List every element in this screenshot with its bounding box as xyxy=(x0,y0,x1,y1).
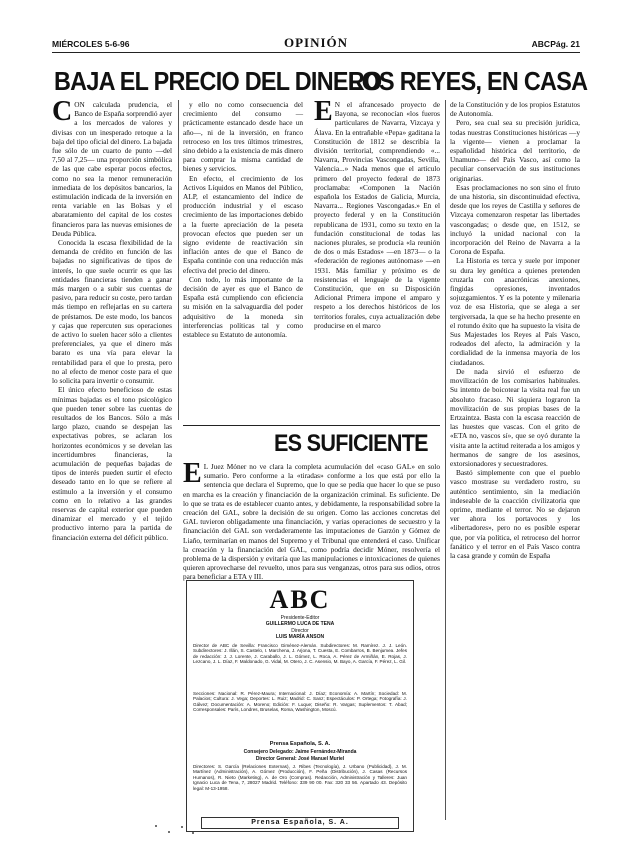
header-rule xyxy=(52,52,580,53)
dinero-paragraph: CON calculada prudencia, el Banco de España sorprendió ayer a los mercados de valores y divisas con un inesperado retoque a la baja del tipo oficial del dinero. La bajada fue sólo de un cuarto de punto —del 7,50 al 7,25— una proporción simbólica de las que cabe esperar pocos efectos, como no sea la menor remuneración inmediata de los depósitos bancarios, la estimulación indicada de la inversión en renta variable en las Bolsas y el abaratamiento del capital de los costes financieros para las nuevas emisiones de Deuda Pública. xyxy=(52,96,172,238)
dinero-column-1 xyxy=(52,96,172,818)
dinero-paragraph: Con todo, lo más importante de la decisión de ayer es que el Banco de España está cumpliendo con eficiencia su misión en la salvaguardia del poder adquisitivo de la moneda sin interferencias políticas tal y como establece su Estatuto de autonomía. xyxy=(183,274,303,340)
dinero-column-2 xyxy=(183,100,303,420)
masthead-staff: Director de ABC de Sevilla: Francisco Giménez-Alemán. Subdirectores: M. Ramírez. J. J. León. Subdirectores: J. Illán, S. Castelo, I. Marchena, J. Arjona, T. Cuesta, E. Combarros, B. Benjumea. Jefes de redacción: J. J. Lorente, J. Caraballo, J. L. Gómez, L. Roca, A. Pérez de Armiñán, E. Rojas, J. Lezcano, J. L. Díaz, F. Maldonado, G. Vidal, M. Otero, J. C. Asensio, M. Bayo, A. García, F. Pérez, L. Gil. xyxy=(193,643,407,665)
masthead-staff: Directores: S. García (Relaciones Externas), J. Ribes (Tecnología), J. Urbano (Publicidad), J. M. Martínez (Administración), A. Gómez (Producción), F. Peña (Distribución), J. Casas (Recursos Humanos), R. Nieto (Marketing), A. de Oro (Compras). Redacción, Administración y Talleres: Juan Ignacio Luca de Tena, 7, 28027 Madrid. Teléfono: 339 90 00. Fax: 320 33 56. Apartado 43. Depósito legal: M-13-1958. xyxy=(193,764,407,791)
masthead-staff: Secciones: Nacional: R. Pérez-Maura; Internacional: J. Díaz; Economía: A. Martín; Sociedad: M. Palacios; Cultura: J. Vega; Deportes: L. Ruiz; Madrid: C. Sanz; Espectáculos: P. Ortega; Fotografía: J. Gálvez; Documentación: A. Moreno; Edición: F. Luque; Diseño: R. Vargas; Suplementos: T. Abad; Corresponsales: París, Londres, Bruselas, Roma, Washington, Moscú. xyxy=(193,691,407,713)
masthead-role: Presidente-Editor xyxy=(280,615,320,621)
page-number: Pág. 21 xyxy=(550,39,580,49)
suficiente-paragraph: EL Juez Móner no ve clara la completa acumulación del «caso GAL» en solo sumario. Pero conforme a la «tiradas» conforme a los que está por ello la sentencia que declara el Supremo, que lo que se pedía que hacer lo que se puso en marcha es la creación y financiación de la organización criminal. Es suficiente. De lo que se trata es de establecer cuanto antes, y debidamente, la responsabilidad sobre la creación del GAL, sobre la decisión de su origen. Como las acciones concretas del GAL tuvieron obligadamente una financiación, y varias operaciones de secuestro y la financiación del GAL son verdaderamente las imputaciones de Garzón y Gómez de Liaño, terminarían en manos del Supremo y el Tribunal que entenderá el caso. Unificar la creación y la financiación del GAL, como podría decidir Móner, resolvería el problema de la dispersión y evitaría que las manipulaciones e intoxicaciones de quienes quieren aprovecharse del revuelto, unos para sus venganzas, otros para sus odios, otros para beneficiar a ETA y III. xyxy=(183,458,440,582)
section-title: OPINIÓN xyxy=(278,35,354,51)
column-divider xyxy=(445,100,446,820)
section-rule xyxy=(183,425,440,426)
reyes-paragraph: Pero, sea cual sea su precisión jurídica, todas nuestras Constituciones históricas —y la vigente— vienen a proclamar la españolidad histórica del territorio, de Unamuno— del País Vasco, así como la peculiar conservación de sus instituciones originarias. xyxy=(450,118,580,183)
masthead-box xyxy=(186,580,414,832)
scan-speckles xyxy=(150,822,200,836)
dinero-paragraph: El único efecto beneficioso de estas mínimas bajadas es el tono psicológico que pueden tener sobre las cuentas de resultados de los Bancos. Sólo a más largo plazo, cuando se despejan las expectativas pobres, se aclaran los horizontes económicos y se develan las incertidumbres financieras, la acumulación de pequeñas bajadas de tipos de interés pueden surtir el efecto deseado tanto en lo que se refiere al estímulo a la inversión y el consumo como en lo relativo a las grandes reservas de capital exterior que pueden dinamizar el mercado y el tejido productivo interno para la partida de financiación externa del déficit público. xyxy=(52,385,172,542)
reyes-paragraph: Bastó simplemente con que el pueblo vasco mostrase su verdadero rostro, su auténtico sentimiento, sin la mediación indeseable de la coacción civilizatoria que oprime, mediante el terror. No se dejaron ver ahora los portavoces y los «libertadores», pero no es posible esperar que, por vía política, el retroceso del horror fanático y el terror en el País Vasco contra la casa grande y común de España xyxy=(450,468,580,560)
reyes-paragraph: La Historia es terca y suele por imponer su dura ley genética a quienes pretenden cruzarla con anacrónicas anexiones, fingidas opresiones, inventados sojuzgamientos. Y es la potente y milenaria voz de esa Historia, que se alega a ser tergiversada, la que se ha hecho presente en el rotundo éxito que ha supuesto la visita de Sus Majestades los Reyes al País Vasco, rodeados del afecto, la admiración y la cordialidad de la inmensa mayoría de los ciudadanos. xyxy=(450,256,580,367)
issue-date: MIÉRCOLES 5-6-96 xyxy=(52,39,130,49)
masthead-role: Director General: José Manuel Muriel xyxy=(255,756,345,762)
reyes-paragraph: De nada sirvió el esfuerzo de movilización de los comisarios habituales. Su intento de boicotear la visita real fue un absoluto fracaso. Ni siquiera lograron la movilización de sus propias bases de la Ertzaintza. Basta con la escasa reacción de las huestes que vascas. Con el grito de «ETA no, vascos sí», que se oyó durante la visita ante la actitud reiterada a los amigos y hermanos de sangre de los asesinos, extorsionadores y secuestradores. xyxy=(450,366,580,468)
reyes-column-1 xyxy=(314,96,440,420)
masthead-logo: ABC xyxy=(269,585,331,614)
headline-dinero: BAJA EL PRECIO DEL DINERO xyxy=(54,66,382,96)
reyes-paragraph: de la Constitución y de los propios Estatutos de Autonomía. xyxy=(450,100,580,119)
masthead-role: Director xyxy=(291,628,309,634)
dinero-paragraph: y ello no como consecuencia del crecimiento del consumo —prácticamente estancado desde hace un año—, ni de la inversión, en franco retroceso en los tres últimos trimestres, sino debido a la existencia de más dinero para comprar la misma cantidad de bienes y servicios. xyxy=(183,100,303,174)
publication-name: ABC xyxy=(531,39,550,49)
reyes-paragraph: EN el afrancesado proyecto de Bayona, se reconocían «los fueros particulares de Navarra, Vizcaya y Álava. En la entrañable «Pepa» gaditana la Constitución de 1812 se describía la división territorial, comprendiendo «... Navarra, Provincias Vascongadas, Sevilla, Valencia...» Nada menos que el artículo primero del proyecto federal de 1873 proclamaba: «Componen la Nación española los Estados de Galicia, Murcia, Navarra... Regiones Vascongadas.» En el proyecto federal y en la Constitución republicana de 1931, como su texto en la fundación constitucional de todas las naciones plurales, se producía «la reunión de dos o más Estados» —en 1873— o la «federación de regiones autónomas» —en 1931. Más familiar y próximo es de resistencias el lenguaje de la vigente Constitución, que en su Disposición Adicional Primera impone el amparo y respeto a los derechos históricos de los territorios forales, cuya actualización debe producirse en el marco xyxy=(314,96,440,330)
dinero-paragraph: En efecto, el crecimiento de los Activos Líquidos en Manos del Público, ALP, el estancamiento del índice de producción industrial y el escaso crecimiento de las importaciones debido a la fuerte apreciación de la peseta provocan efectos que pueden ser un signo evidente de reactivación sin inflación antes de que el Banco de España continúe con una reducción más efectiva del precio del dinero. xyxy=(183,173,303,275)
masthead-footer-bar: Prensa Española, S. A. xyxy=(201,817,399,829)
masthead-name: LUIS MARÍA ANSON xyxy=(275,634,325,640)
masthead-role: Consejero Delegado: Jaime Fernández-Miranda xyxy=(243,749,357,755)
suficiente-body xyxy=(183,458,440,582)
masthead-name: GUILLERMO LUCA DE TENA xyxy=(265,621,335,627)
headline-reyes: LOS REYES, EN CASA xyxy=(348,66,588,96)
masthead-company: Prensa Española, S. A. xyxy=(269,741,331,747)
reyes-column-2 xyxy=(450,100,580,818)
column-divider xyxy=(178,100,179,420)
dinero-paragraph: Conocida la escasa flexibilidad de la demanda de crédito en función de las bajadas no significativas de tipos de interés, lo que suele ocurrir es que las entidades financieras tienden a ganar más margen o a subir sus cuentas de pasivo, para reducir su coste, pero tardan más tiempo en reflejarlas en su cartera de préstamos. De este modo, los bancos y cajas que repercuten sus operaciones de activo lo suelen hacer sólo a clientes preferenciales, ya que el dinero más barato es una vía para elevar la rentabilidad para el que lo presta, pero no al efecto de menor coste para el que lo solicita para invertir o consumir. xyxy=(52,238,172,386)
reyes-paragraph: Esas proclamaciones no son sino el fruto de una historia, sin discontinuidad efectiva, desde que los reyes de Castilla y señores de Vizcaya comenzaron respetar las libertades vascongadas; o desde que, en 1512, se incluyó la unidad nacional con la incorporación del Reino de Navarra a la Corona de España. xyxy=(450,182,580,257)
page-header xyxy=(52,37,580,53)
headline-suficiente: ES SUFICIENTE xyxy=(274,430,428,457)
